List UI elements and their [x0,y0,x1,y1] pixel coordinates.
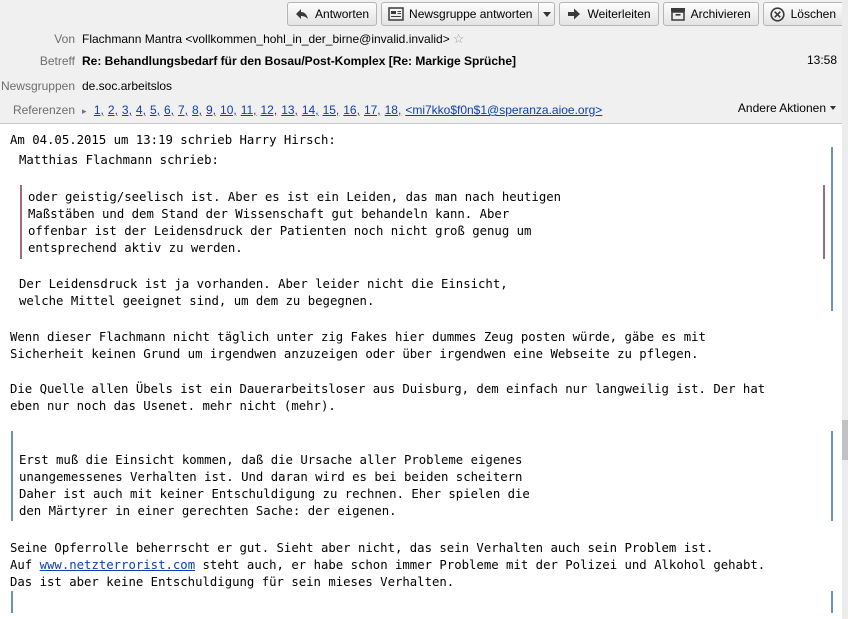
references-label: Referenzen [12,103,75,117]
delete-button[interactable] [763,2,844,26]
body-line: Wenn dieser Flachmann nicht täglich unter zig Fakes hier dummes Zeug posten würde, gäbe es mit [10,330,706,344]
reply-button[interactable] [287,2,377,26]
quoted-attribution: Matthias Flachmann schrieb: [19,153,219,167]
quote-line: den Märtyrer in einer gerechten Sache: der eigenen. [19,504,397,518]
from-label: Von [54,32,75,46]
reference-link[interactable]: 1, [93,103,104,117]
more-actions-button[interactable] [738,101,836,115]
reply-dropdown-toggle[interactable] [538,3,554,25]
archive-button-label: Archivieren [690,7,751,21]
message-time: 13:58 [806,53,837,67]
reply-arrow-icon [293,6,311,22]
nested-quote-line: offenbar ist der Leidensdruck der Patienten noch nicht groß genug um [28,224,532,238]
reply-button-label: Antworten [315,7,370,21]
forward-arrow-icon [565,6,583,22]
body-line-with-link [10,557,765,574]
reference-link[interactable]: 12, [260,103,278,117]
subject-row [0,52,848,70]
nested-quote-line: oder geistig/seelisch ist. Aber es ist ein Leiden, das man nach heutigen [28,190,562,204]
message-header [0,0,848,124]
nested-quote-line: entsprechend aktiv zu werden. [28,241,243,255]
reply-newsgroup-label: Newsgruppe antworten [409,7,533,21]
chevron-down-icon [543,12,551,17]
from-value[interactable]: Flachmann Mantra <vollkommen_hohl_in_der_birne@invalid.invalid> [82,32,450,46]
quote-bar-right-2 [831,431,833,521]
reference-link[interactable]: 8, [191,103,202,117]
message-body [0,125,848,619]
reference-link[interactable]: 17, [363,103,381,117]
expand-triangle-icon[interactable]: ▸ [82,106,87,116]
references-list [82,103,606,117]
reference-link[interactable]: 3, [121,103,132,117]
quote-line: Der Leidensdruck ist ja vorhanden. Aber leider nicht die Einsicht, [19,277,508,291]
quote-bar-left-2 [11,431,13,521]
forward-button-label: Weiterleiten [587,7,651,21]
quote-line: unangemessenes Verhalten ist. Und daran wird es bei beiden scheitern [19,470,523,484]
reference-link[interactable]: 5, [149,103,160,117]
body-line: Die Quelle allen Übels ist ein Dauerarbeitsloser aus Duisburg, dem einfach nur langweilig ist. Der hat [10,382,766,396]
archive-button[interactable] [663,2,759,26]
chevron-down-icon [830,106,836,110]
reference-link[interactable]: 4, [135,103,146,117]
reference-msgid-link[interactable]: <mi7kko$f0n$1@speranza.aioe.org> [405,103,603,117]
body-line: eben nur noch das Usenet. mehr nicht (mehr). [10,399,336,413]
reference-link[interactable]: 16, [343,103,360,117]
newsgroup-icon [387,6,405,22]
reference-link[interactable]: 15, [322,103,340,117]
reference-link[interactable]: 14, [301,103,319,117]
quote-bar-nested-right [823,185,825,259]
delete-button-label: Löschen [790,7,836,21]
quote-line: welche Mittel geeignet sind, um dem zu begegnen. [19,294,375,308]
subject-label: Betreff [39,54,75,68]
delete-icon [769,6,787,22]
quote-bar-right-3 [831,591,833,613]
more-actions-label: Andere Aktionen [737,101,826,115]
message-toolbar [287,2,844,26]
body-text: steht auch, er habe schon immer Probleme mit der Polizei und Alkohol gehabt. [195,558,766,572]
reference-link[interactable]: 10, [220,103,237,117]
scrollbar-thumb[interactable] [842,420,848,460]
archive-box-icon [669,6,687,22]
quote-bar-right [831,147,833,311]
references-row [0,101,848,119]
reference-link[interactable]: 9, [206,103,217,117]
subject-value: Re: Behandlungsbedarf für den Bosau/Post-Komplex [Re: Markige Sprüche] [82,54,517,68]
quote-bar-left-3 [11,591,13,613]
quote-line: Erst muß die Einsicht kommen, daß die Ursache aller Probleme eigenes [19,453,523,467]
quote-line: Daher ist auch mit keiner Entschuldigung zu rechnen. Eher spielen die [19,487,530,501]
reference-link[interactable]: 18, [384,103,402,117]
body-line: Das ist aber keine Entschuldigung für sein mieses Verhalten. [10,575,455,589]
reference-link[interactable]: 13, [281,103,298,117]
reference-link[interactable]: 11, [240,103,257,117]
body-text: Auf [10,558,40,572]
reference-link[interactable]: 7, [177,103,188,117]
newsgroups-label: Newsgruppen [0,79,75,93]
quote-bar-nested-left [20,185,22,259]
website-link[interactable]: www.netzterrorist.com [39,558,196,572]
attribution-line: Am 04.05.2015 um 13:19 schrieb Harry Hirsch: [10,133,336,147]
reference-link[interactable]: 2, [107,103,118,117]
reply-newsgroup-button[interactable] [381,2,555,26]
nested-quote-line: Maßstäben und dem Stand der Wissenschaft gut behandeln kann. Aber [28,207,510,221]
scrollbar[interactable] [842,0,848,619]
newsgroups-row [0,77,848,95]
from-row [0,30,848,48]
star-icon[interactable]: ☆ [452,31,465,46]
reference-link[interactable]: 6, [163,103,174,117]
newsgroups-value[interactable]: de.soc.arbeitslos [82,79,173,93]
body-line: Seine Opferrolle beherrscht er gut. Sieht aber nicht, das sein Verhalten auch sein Problem ist. [10,541,714,555]
body-line: Sicherheit keinen Grund um irgendwen anzuzeigen oder über irgendwen eine Webseite zu pflegen. [10,347,699,361]
forward-button[interactable] [559,2,658,26]
